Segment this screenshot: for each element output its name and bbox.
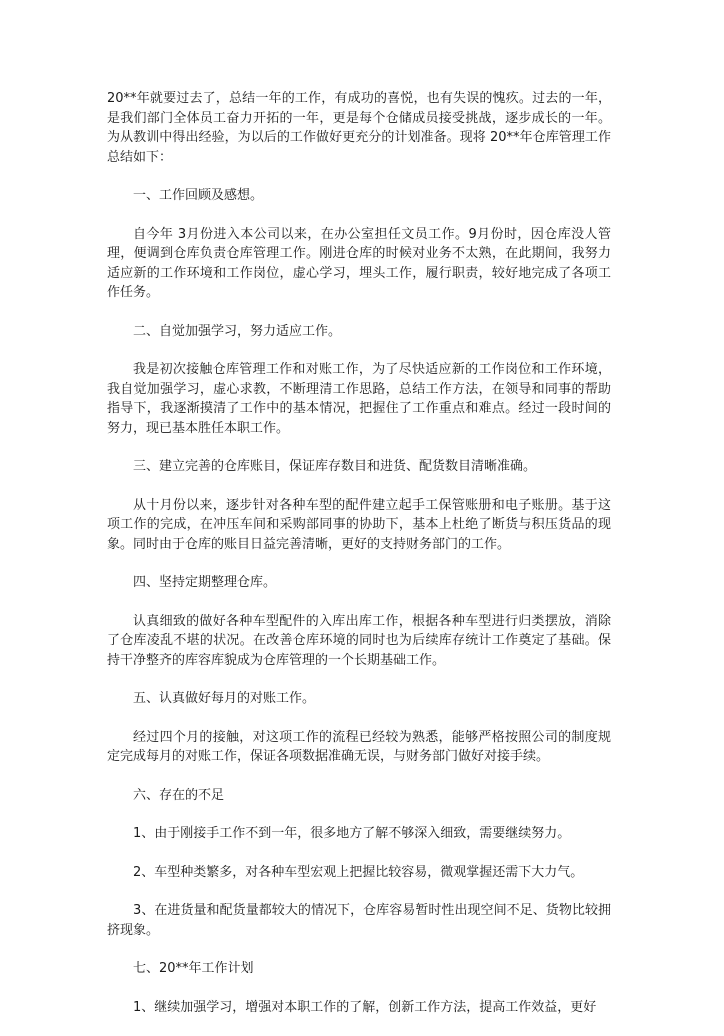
body-paragraph: 认真细致的做好各种车型配件的入库出库工作，根据各种车型进行归类摆放，消除了仓库凌乱不堪的状况。在改善仓库环境的同时也为后续库存统计工作奠定了基础。保持干净整齐的库容库貌成为仓库管理的一个长期基础工作。 [107, 613, 611, 668]
body-paragraph: 经过四个月的接触，对这项工作的流程已经较为熟悉，能够严格按照公司的制度规定完成每月的对账工作，保证各项数据准确无误，与财务部门做好对接手续。 [107, 729, 611, 764]
list-item: 1、继续加强学习，增强对本职工作的了解，创新工作方法，提高工作效益，更好 [133, 999, 597, 1015]
list-item: 1、由于刚接手工作不到一年，很多地方了解不够深入细致，需要继续努力。 [133, 826, 571, 841]
document-body [107, 89, 611, 1036]
body-paragraph: 从十月份以来，逐步针对各种车型的配件建立起手工保管账册和电子账册。基于这项工作的完成，在冲压车间和采购部同事的协助下，基本上杜绝了断货与积压货品的现象。同时由于仓库的账目日益完善清晰，更好的支持财务部门的工作。 [107, 497, 611, 552]
section-heading-4: 四、坚持定期整理仓库。 [133, 575, 277, 590]
section-heading-1: 一、工作回顾及感想。 [133, 188, 264, 203]
body-paragraph: 我是初次接触仓库管理工作和对账工作，为了尽快适应新的工作岗位和工作环境，我自觉加强学习，虚心求教，不断理清工作思路，总结工作方法，在领导和同事的帮助指导下，我逐渐摸清了工作中的基本情况，把握住了工作重点和难点。经过一段时间的努力，现已基本胜任本职工作。 [107, 362, 611, 436]
section-heading-7: 七、20**年工作计划 [133, 961, 254, 976]
list-item: 2、车型种类繁多，对各种车型宏观上把握比较容易，微观掌握还需下大力气。 [133, 864, 584, 880]
section-heading-6: 六、存在的不足 [133, 787, 225, 803]
list-item: 3、在进货量和配货量都较大的情况下，仓库容易暂时性出现空间不足、货物比较拥挤现象。 [107, 903, 611, 938]
body-paragraph: 自今年 3月份进入本公司以来，在办公室担任文员工作。9月份时，因仓库没人管理，便调到仓库负责仓库管理工作。刚进仓库的时候对业务不太熟，在此期间，我努力适应新的工作环境和工作岗位，虚心学习，埋头工作，履行职责，较好地完成了各项工作任务。 [107, 226, 611, 300]
section-heading-5: 五、认真做好每月的对账工作。 [133, 691, 316, 706]
section-heading-3: 三、建立完善的仓库账目，保证库存数目和进货、配货数目清晰准确。 [133, 459, 537, 474]
intro-paragraph: 20**年就要过去了，总结一年的工作，有成功的喜悦，也有失误的愧疚。过去的一年，是我们部门全体员工奋力开拓的一年，更是每个仓储成员接受挑战，逐步成长的一年。为从教训中得出经验，为以后的工作做好更充分的计划准备。现将 20**年仓库管理工作总结如下： [107, 91, 611, 165]
section-heading-2: 二、自觉加强学习，努力适应工作。 [133, 323, 342, 339]
